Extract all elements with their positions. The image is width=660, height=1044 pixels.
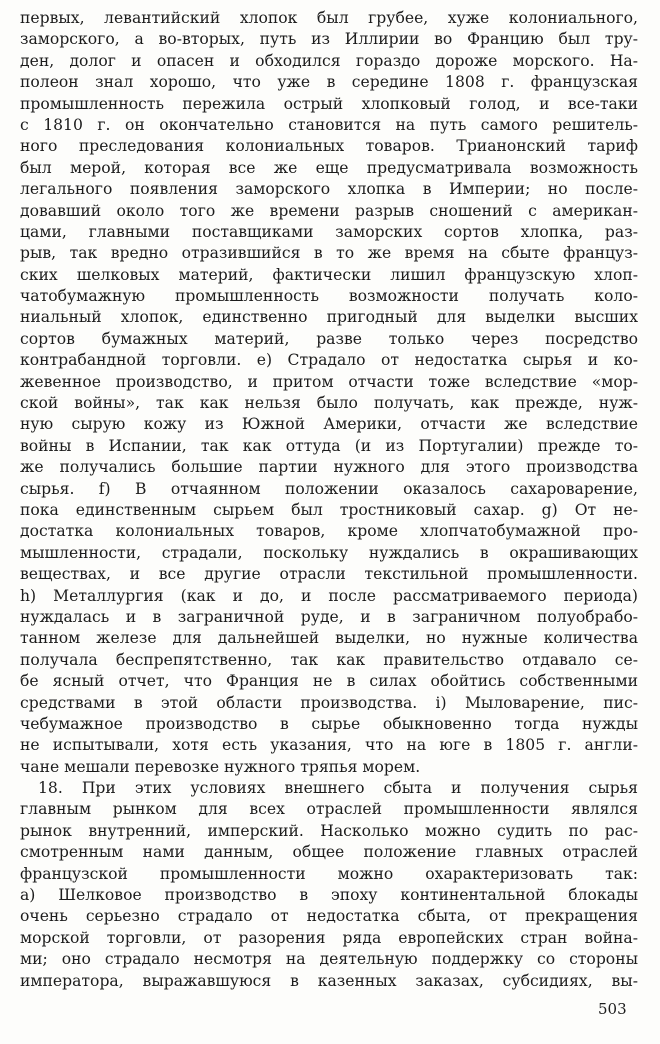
text-line: чане мешали перевозке нужного тряпья морем. [20,757,421,776]
text-line: ниальный хлопок, единственно пригодный для выделки высших [20,308,638,327]
text-line: ден, долог и опасен и обходился гораздо дороже морского. На- [20,51,638,70]
text-line: ную сырую кожу из Южной Америки, отчасти же вследствие [20,415,638,434]
text-line: был мерой, которая все же еще предусматривала возможность [20,158,638,177]
text-line: веществах, и все другие отрасли текстильной промышленности. [20,565,638,584]
page-number: 503 [598,1000,627,1018]
text-line: главным рынком для всех отраслей промышленности являлся [20,800,638,819]
text-line: средствами в этой области производства. i) Мыловарение, пис- [20,693,638,712]
text-line: нуждалась и в заграничной руде, и в заграничном полуобрабо- [20,607,638,626]
text-line: не испытывали, хотя есть указания, что на юге в 1805 г. англи- [20,736,638,755]
text-line: очень серьезно страдало от недостатка сбыта, от прекращения [20,907,638,926]
body-text [20,8,638,992]
text-line: чебумажное производство в сырье обыкновенно тогда нужды [20,714,638,733]
text-line: промышленность пережила острый хлопковый голод, и все-таки [20,94,638,113]
text-line: ми; оно страдало несмотря на деятельную поддержку со стороны [20,950,638,969]
text-line: рынок внутренний, имперский. Насколько можно судить по рас- [20,821,638,840]
text-line: войны в Испании, так как оттуда (и из Португалии) прежде то- [20,436,638,455]
text-line: танном железе для дальнейшей выделки, но нужные количества [20,629,638,648]
text-line: же получались большие партии нужного для этого производства [20,458,638,477]
text-line: императора, выражавшуюся в казенных заказах, субсидиях, вы- [20,971,638,990]
text-line: ской войны», так как нельзя было получать, как прежде, нуж- [20,394,638,413]
text-line: бе ясный отчет, что Франция не в силах обойтись собственными [20,672,638,691]
text-line: с 1810 г. он окончательно становится на путь самого решитель- [20,115,638,134]
text-line: сортов бумажных материй, разве только через посредство [20,329,638,348]
text-line: жевенное производство, и притом отчасти тоже вследствие «мор- [20,372,638,391]
text-line: французской промышленности можно охарактеризовать так: [20,864,638,883]
text-line: чатобумажную промышленность возможности получать коло- [20,287,638,306]
text-line: заморского, а во-вторых, путь из Иллирии во Францию был тру- [20,30,638,49]
text-line: получала беспрепятственно, так как правительство отдавало се- [20,650,638,669]
text-line: смотренным нами данным, общее положение главных отраслей [20,843,638,862]
paragraph-first-line: 18. При этих условиях внешнего сбыта и получения сырья [38,779,638,798]
text-line: морской торговли, от разорения ряда европейских стран война- [20,928,638,947]
text-line: a) Шелковое производство в эпоху континентальной блокады [20,886,638,905]
text-line: рыв, так вредно отразившийся в то же время на сбыте француз- [20,244,638,263]
text-line: достатка колониальных товаров, кроме хлопчатобумажной про- [20,522,638,541]
text-line: контрабандной торговли. e) Страдало от недостатка сырья и ко- [20,351,638,370]
text-line: легального появления заморского хлопка в Империи; но после- [20,180,638,199]
text-line: пока единственным сырьем был тростниковый сахар. g) От не- [20,500,638,519]
text-line: довавший около того же времени разрыв сношений с американ- [20,201,638,220]
text-line: ного преследования колониальных товаров. Трианонский тариф [20,137,638,156]
text-line: ских шелковых материй, фактически лишил французскую хлоп- [20,265,638,284]
text-line: первых, левантийский хлопок был грубее, хуже колониального, [20,9,638,27]
text-line: полеон знал хорошо, что уже в середине 1808 г. французская [20,73,638,92]
text-line: мышленности, страдали, поскольку нуждались в окрашивающих [20,543,638,562]
text-line: сырья. f) В отчаянном положении оказалось сахароварение, [20,479,638,498]
text-line: цами, главными поставщиками заморских сортов хлопка, раз- [20,222,638,241]
text-line: h) Металлургия (как и до, и после рассматриваемого периода) [20,586,638,605]
